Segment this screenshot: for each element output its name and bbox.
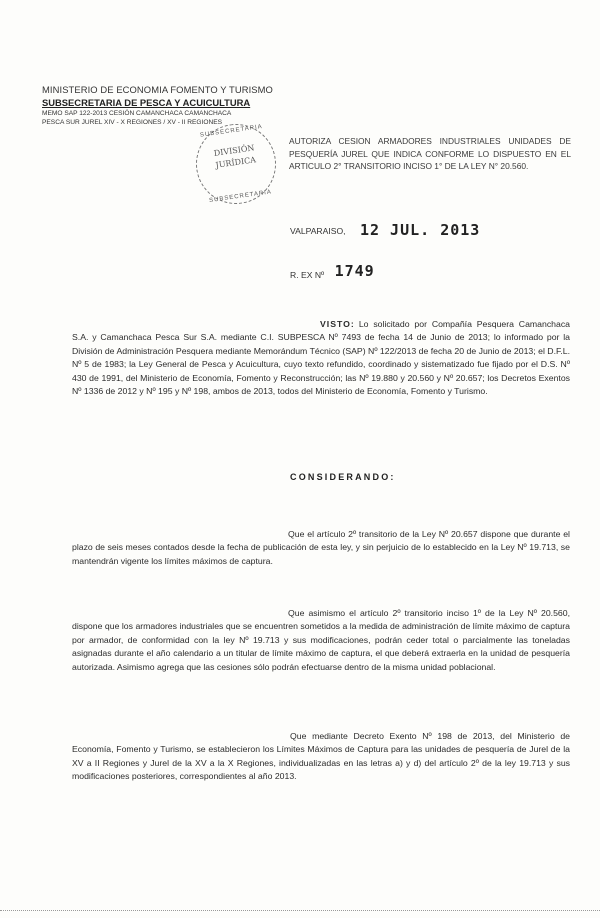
considerando-paragraph-3: [72, 730, 570, 784]
resolution-summary: AUTORIZA CESION ARMADORES INDUSTRIALES UNIDADES DE PESQUERÍA JUREL QUE INDICA CONFORME LO DISPUESTO EN EL ARTICULO 2° TRANSITORIO INCISO 1° DE LA LEY N° 20.560.: [289, 136, 571, 172]
considerando-text-2: Que asimismo el artículo 2º transitorio inciso 1º de la Ley Nº 20.560, dispone que los armadores industriales que se encuentren sometidos a la medida de administración de límite máximo de captura por armador, de conformidad con la ley Nº 19.713 y sus modificaciones, podrán ceder total o parcialmente las toneladas asignadas durante el año calendario a un titular de límite máximo de captura, el que deberá extraerla en la unidad de pesquería autorizada. Asimismo agrega que las cesiones sólo podrán efectuarse dentro de la misma unidad poblacional.: [72, 608, 570, 672]
stamp-line-1: DIVISIÓN: [213, 143, 255, 158]
memo-reference-line-1: MEMO SAP 122-2013 CESIÓN CAMANCHACA CAMANCHACA: [42, 110, 232, 117]
date-stamp: 12 JUL. 2013: [359, 221, 481, 239]
considerando-heading: CONSIDERANDO:: [290, 472, 396, 482]
considerando-paragraph-1: [72, 528, 570, 568]
ministry-name: MINISTERIO DE ECONOMIA FOMENTO Y TURISMO: [42, 84, 273, 95]
visto-text: Lo solicitado por Compañía Pesquera Camanchaca S.A. y Camanchaca Pesca Sur S.A. mediante C.I. SUBPESCA Nº 7493 de fecha 14 de Junio de 2013; lo informado por la División de Administración Pesquera mediante Memorándum Técnico (SAP) Nº 122/2013 de fecha 20 de Junio de 2013; el D.F.L. Nº 5 de 1983; la Ley General de Pesca y Acuicultura, cuyo texto refundido, coordinado y sistematizado fue fijado por el D.S. Nº 430 de 1991, del Ministerio de Economía, Fomento y Reconstrucción; las Nº 19.880 y 20.560 y Nº 20.657; los Decretos Exentos Nº 1336 de 2012 y Nº 195 y Nº 198, ambos de 2013, todos del Ministerio de Economía, Fomento y Turismo.: [72, 319, 570, 397]
date-city: VALPARAISO,: [290, 226, 346, 236]
stamp-line-2: JURÍDICA: [215, 155, 257, 170]
memo-reference-line-2: PESCA SUR JUREL XIV - X REGIONES / XV - II REGIONES: [42, 119, 223, 126]
considerando-text-1: Que el artículo 2º transitorio de la Ley Nº 20.657 dispone que durante el plazo de seis meses contados desde la fecha de publicación de esta ley, y sin perjuicio de lo establecido en la Ley Nº 19.713, se mantendrán vigente los límites máximos de captura.: [72, 529, 570, 566]
resolution-number: 1749: [334, 262, 375, 280]
visto-paragraph: [72, 318, 570, 398]
subsecretaria-name: SUBSECRETARIA DE PESCA Y ACUICULTURA: [42, 97, 251, 108]
considerando-paragraph-2: [72, 607, 570, 674]
division-juridica-stamp: [191, 119, 281, 209]
date-line: [290, 220, 480, 238]
stamp-ring-top: SUBSECRETARIA: [199, 123, 264, 139]
resolution-label: R. EX Nº: [290, 270, 325, 280]
considerando-text-3: Que mediante Decreto Exento Nº 198 de 2013, del Ministerio de Economía, Fomento y Turismo, se establecieron los Límites Máximos de Captura para las unidades de pesquería de Jurel de la XV a II Regiones y Jurel de la XV a la X Regiones, individualizadas en las letras a) y d) del artículo 2º de la ley 19.713 y sus modificaciones posteriores, correspondientes al año 2013.: [72, 731, 570, 782]
letterhead: [42, 84, 302, 127]
page-bottom-edge: [0, 910, 600, 912]
resolution-number-line: [290, 264, 375, 282]
visto-label: VISTO:: [320, 319, 355, 329]
stamp-ring-bottom: SUBSECRETARIA: [208, 189, 273, 205]
